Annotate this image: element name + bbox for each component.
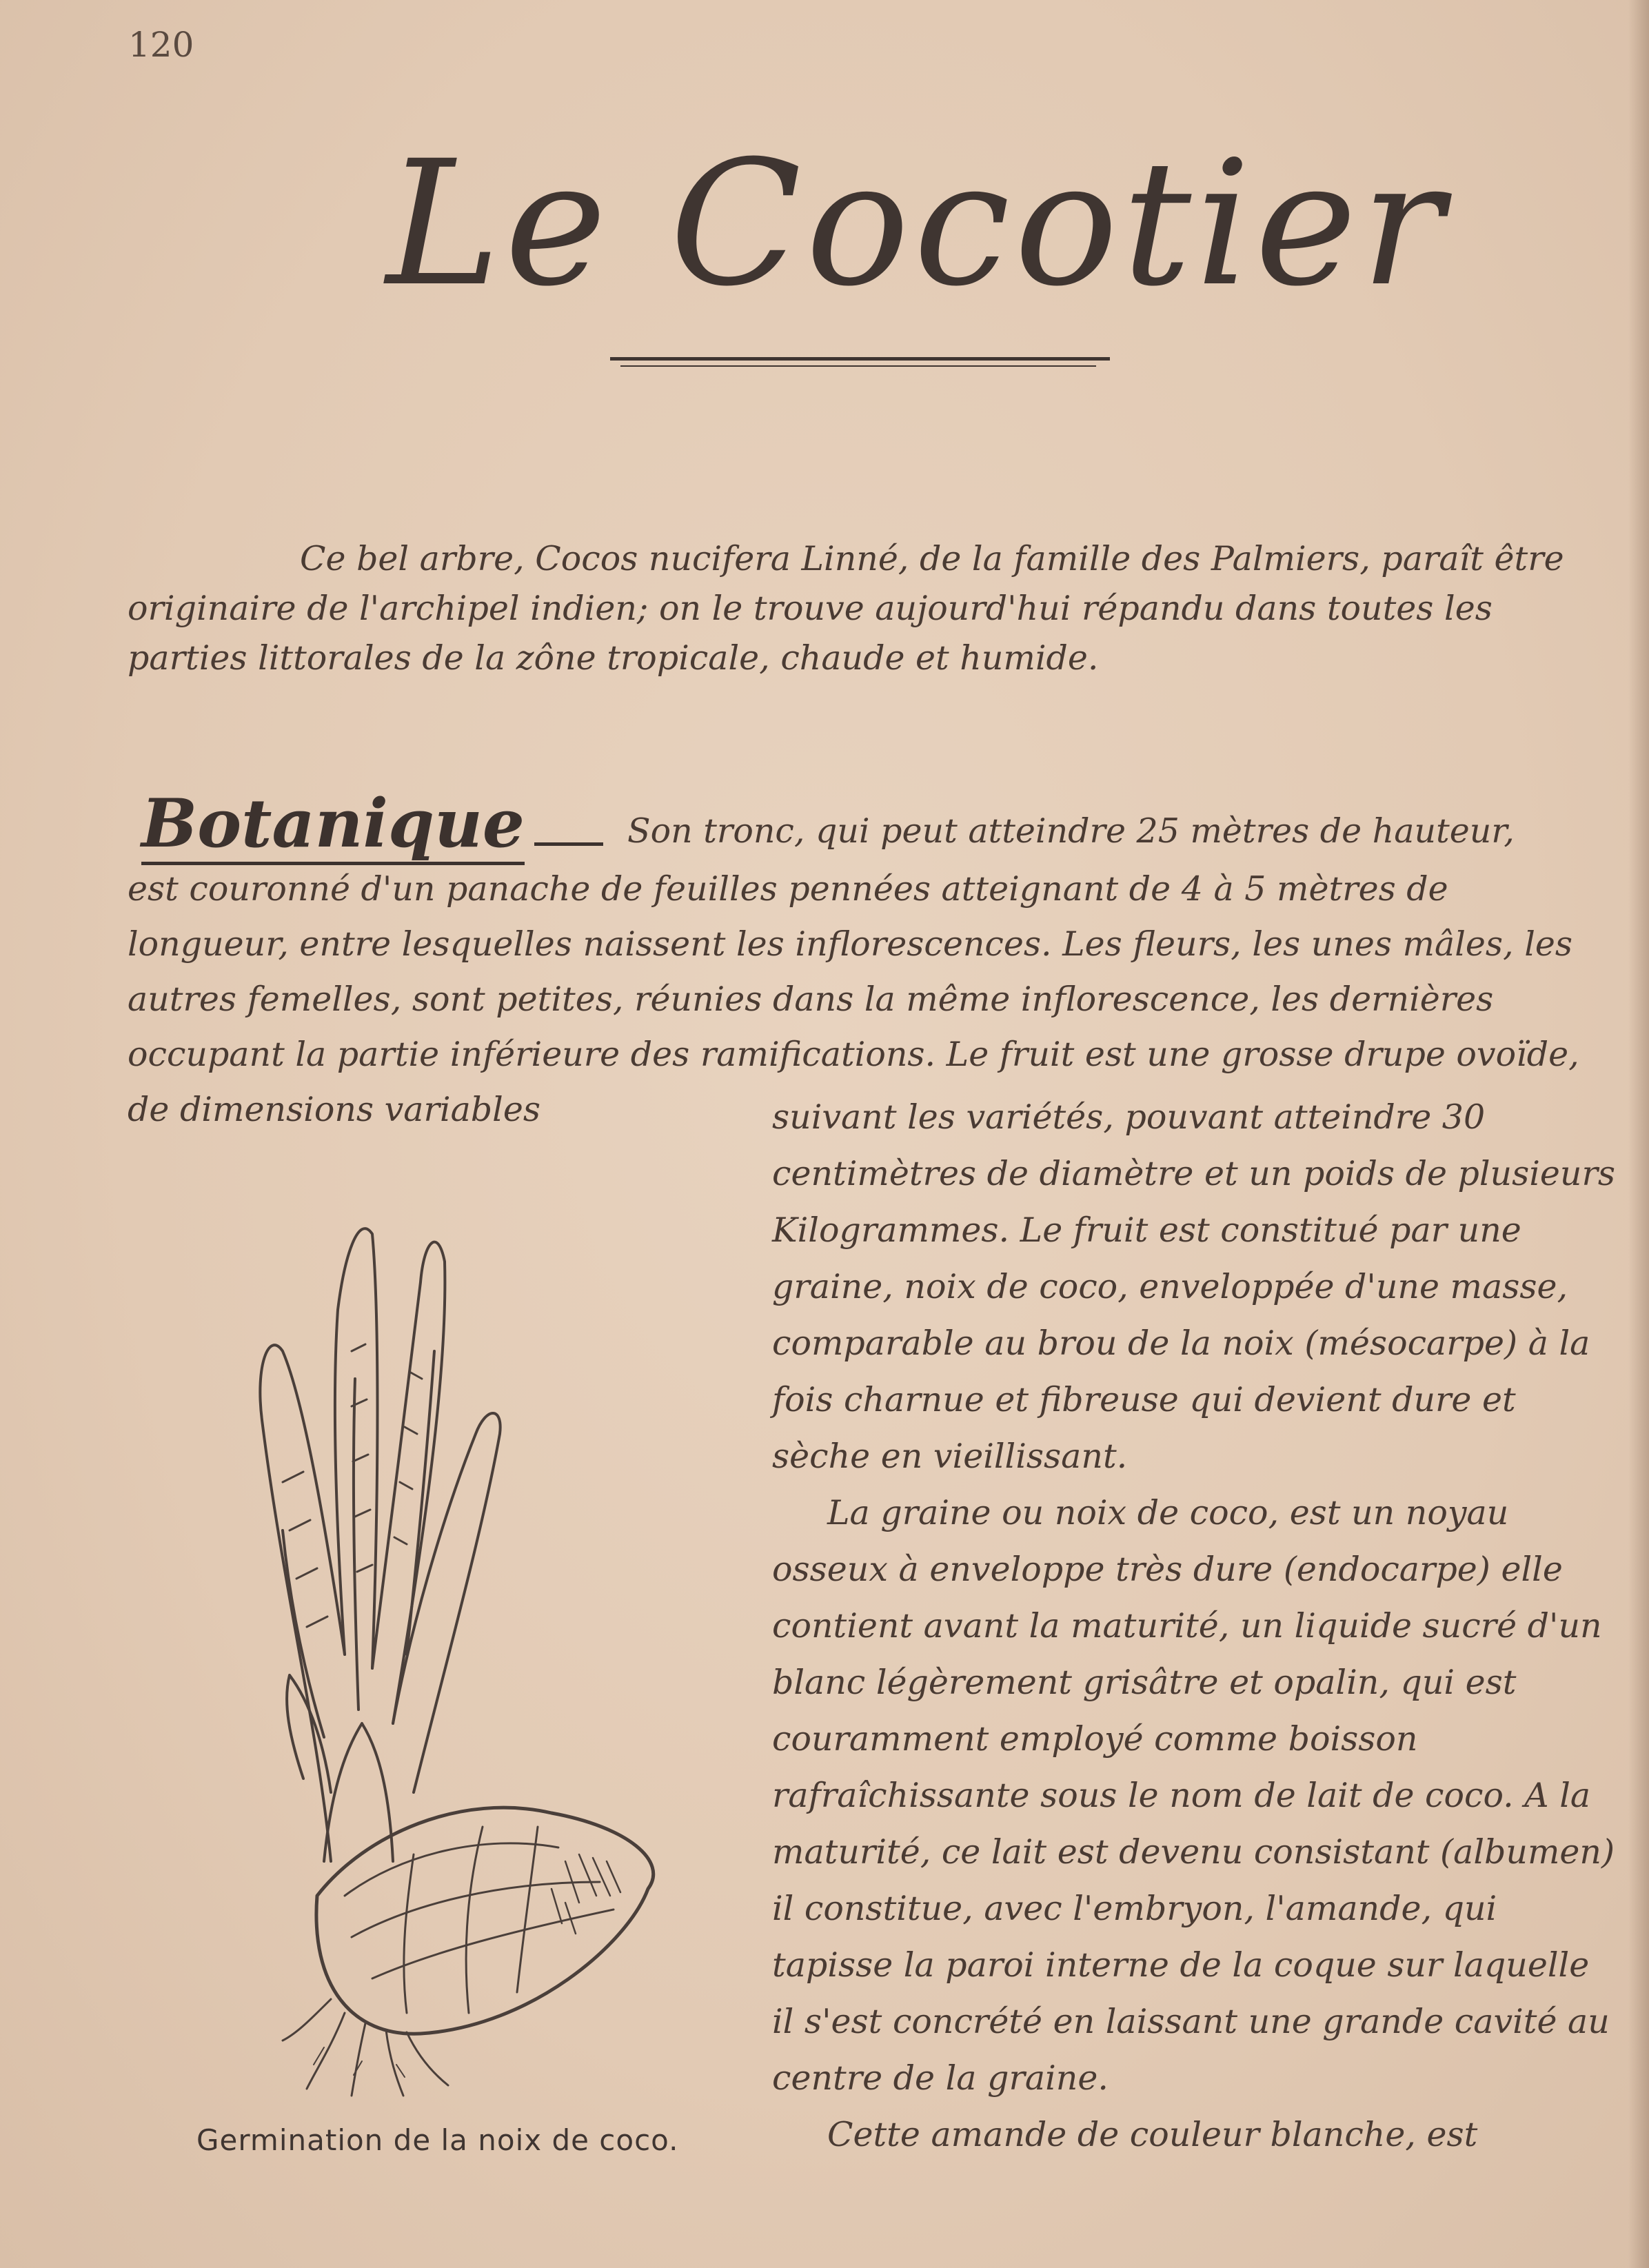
page-number: 120 [128, 25, 194, 65]
figure-caption: Germination de la noix de coco. [196, 2123, 679, 2157]
coconut-germination-illustration [241, 1172, 689, 2103]
title-underline [610, 357, 1110, 361]
botanique-paragraph-3: Cette amande de couleur blanche, est [827, 2115, 1478, 2154]
page-spine-shadow [1628, 0, 1649, 2268]
page-title: Le Cocotier [386, 123, 1448, 324]
botanique-paragraph-2: La graine ou noix de coco, est un noyau osseux à enveloppe très dure (endocarpe) elle contient avant la maturité, un liquide sucré d'un blanc légèrement grisâtre et opalin, qui est couramment employé comme boisson rafraîchissante sous le nom de lait de coco. A la maturité, ce lait est devenu consistant (albumen) il constitue, avec l'embryon, l'amande, qui tapisse la paroi interne de la coque sur laquelle il s'est concrété en laissant une grande cavité au centre de la graine. [772, 1493, 1615, 2098]
title-underline-thin [620, 365, 1096, 367]
section-heading-botanique: Botanique [141, 786, 525, 865]
botanique-wide-text: est couronné d'un panache de feuilles pennées atteignant de 4 à 5 mètres de longueur, entre lesquelles naissent les inflorescences. Les fleurs, les unes mâles, les autres femelles, sont petites, réunies dans la même inflorescence, les dernières occupant la partie inférieure des ramifications. Le fruit est une grosse drupe ovoïde, de dimensions variables [128, 869, 1579, 1129]
intro-paragraph: Ce bel arbre, Cocos nucifera Linné, de la famille des Palmiers, paraît être originaire de l'archipel indien; on le trouve aujourd'hui répandu dans toutes les parties littorales de la zône tropicale, chaude et humide. [128, 539, 1564, 678]
botanique-narrow-column [772, 1089, 1617, 2163]
heading-dash [534, 842, 603, 846]
botanique-paragraph-1: suivant les variétés, pouvant atteindre 30 centimètres de diamètre et un poids de plusieurs Kilogrammes. Le fruit est constitué par une graine, noix de coco, enveloppée d'une masse, comparable au brou de la noix (mésocarpe) à la fois charnue et fibreuse qui devient dure et sèche en vieillissant. [772, 1097, 1616, 1476]
botanique-first-line: Son tronc, qui peut atteindre 25 mètres de hauteur, [627, 811, 1515, 851]
